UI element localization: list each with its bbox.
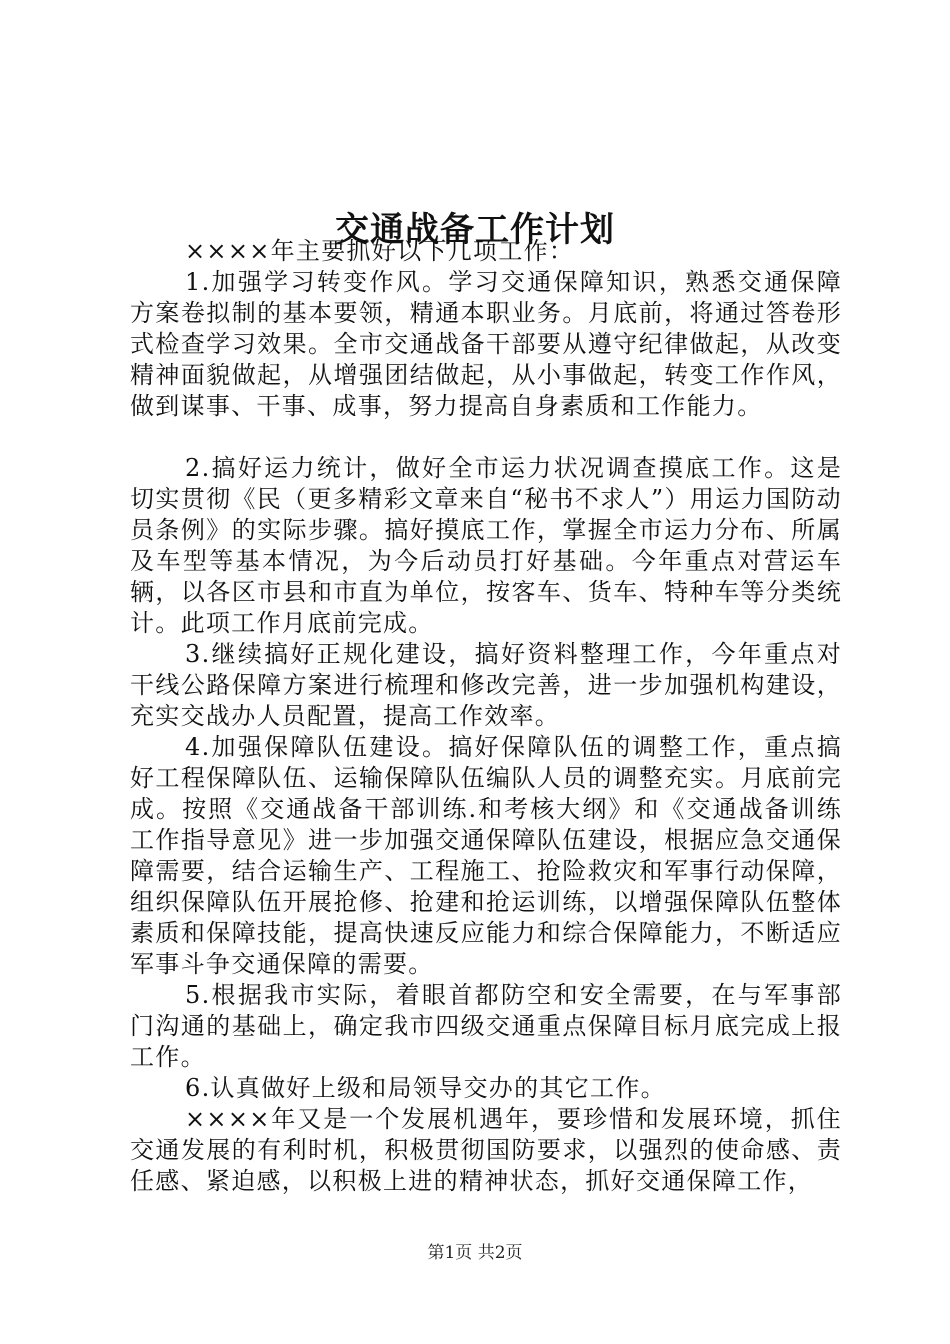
page-title: 交通战备工作计划 — [335, 209, 615, 250]
document-body — [130, 236, 842, 1197]
paragraph-item-2: 2.搞好运力统计，做好全市运力状况调查摸底工作。这是切实贯彻《民（更多精彩文章来自“秘书不求人”）用运力国防动员条例》的实际步骤。搞好摸底工作，掌握全市运力分布、所属及车型等基本情况，为今后动员打好基础。今年重点对营运车辆，以各区市县和市直为单位，按客车、货车、特种车等分类统计。此项工作月底前完成。 — [130, 454, 842, 637]
paragraph-item-1: 1.加强学习转变作风。学习交通保障知识，熟悉交通保障方案卷拟制的基本要领，精通本职业务。月底前，将通过答卷形式检查学习效果。全市交通战备干部要从遵守纪律做起，从改变精神面貌做起，从增强团结做起，从小事做起，转变工作作风，做到谋事、干事、成事，努力提高自身素质和工作能力。 — [130, 268, 842, 420]
paragraph-closing: ××××年又是一个发展机遇年，要珍惜和发展环境，抓住交通发展的有利时机，积极贯彻国防要求，以强烈的使命感、责任感、紧迫感，以积极上进的精神状态，抓好交通保障工作， — [130, 1105, 842, 1195]
paragraph-intro: ××××年主要抓好以下几项工作： — [185, 237, 575, 265]
paragraph-item-6: 6.认真做好上级和局领导交办的其它工作。 — [185, 1074, 666, 1102]
page-number-footer: 第1页 共2页 — [427, 1243, 523, 1263]
paragraph-item-3: 3.继续搞好正规化建设，搞好资料整理工作，今年重点对干线公路保障方案进行梳理和修改完善，进一步加强机构建设，充实交战办人员配置，提高工作效率。 — [130, 640, 842, 730]
paragraph-item-4: 4.加强保障队伍建设。搞好保障队伍的调整工作，重点搞好工程保障队伍、运输保障队伍编队人员的调整充实。月底前完成。按照《交通战备干部训练.和考核大纲》和《交通战备训练工作指导意见》进一步加强交通保障队伍建设，根据应急交通保障需要，结合运输生产、工程施工、抢险救灾和军事行动保障，组织保障队伍开展抢修、抢建和抢运训练，以增强保障队伍整体素质和保障技能，提高快速反应能力和综合保障能力，不断适应军事斗争交通保障的需要。 — [130, 733, 842, 978]
paragraph-item-5: 5.根据我市实际，着眼首都防空和安全需要，在与军事部门沟通的基础上，确定我市四级交通重点保障目标月底完成上报工作。 — [130, 981, 842, 1071]
